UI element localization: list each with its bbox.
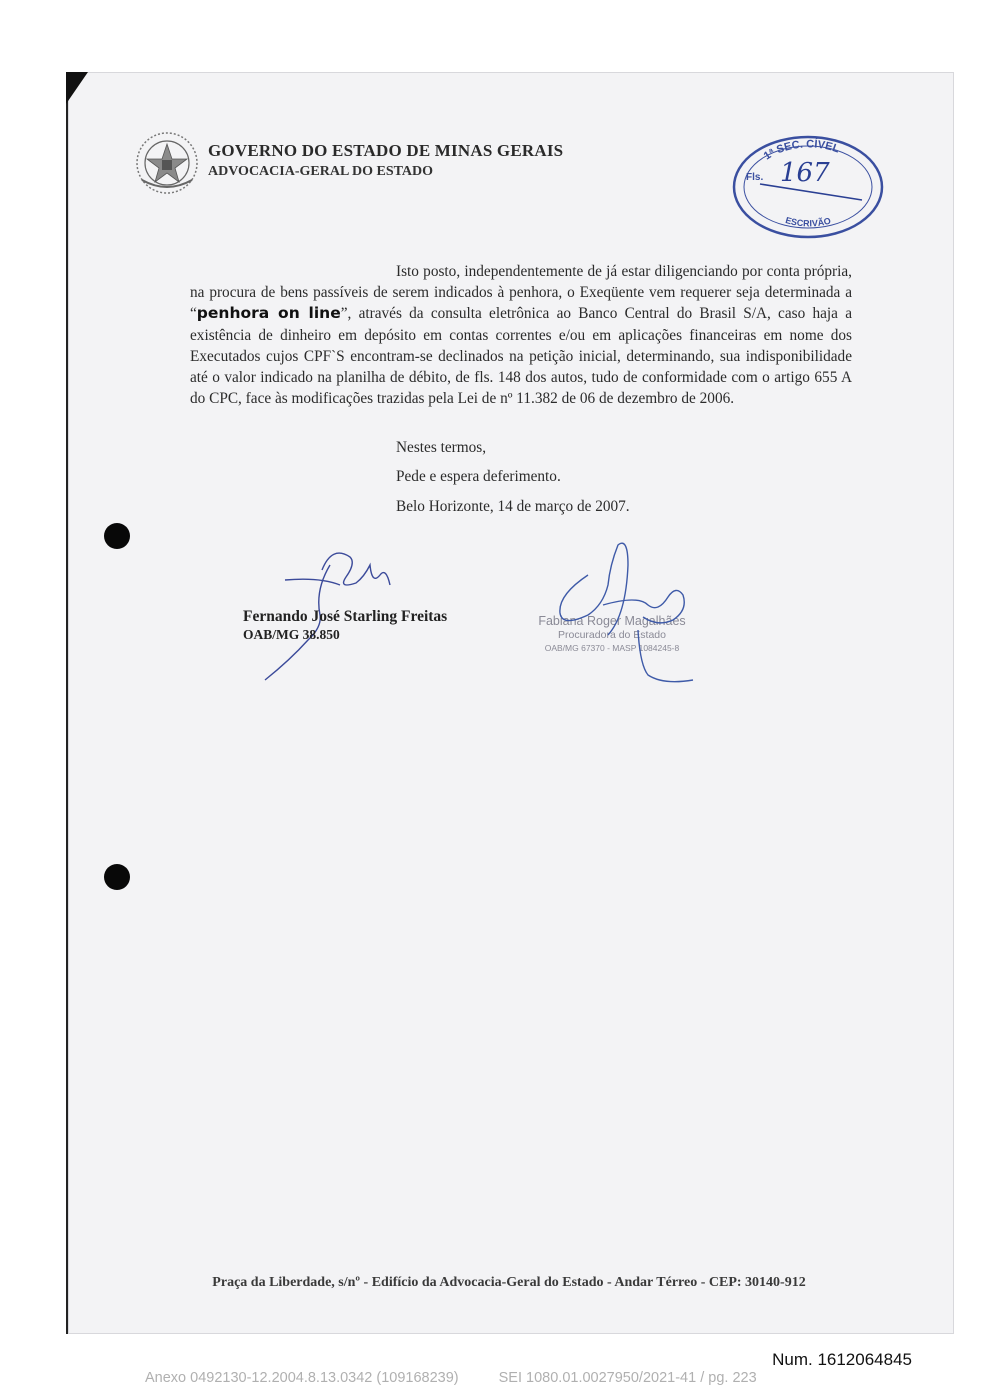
stamp-folio-label: Fls. [746,172,764,183]
svg-text:ESCRIVÃO [784,215,832,228]
annex-reference: Anexo 0492130-12.2004.8.13.0342 (109168239) [145,1370,459,1386]
stamp-top-text: 1ª SEC. CÍVEL [761,138,841,163]
paragraph-part-1: Isto posto, independentemente de já estar diligenciando por conta própria, na procura de bens passíveis de serem indicados à penhora, o Exeqüente vem requerer seja determinada a “ [190,263,852,323]
petition-paragraph [190,261,852,409]
punch-hole-bottom [104,864,130,890]
stamp-folio-number: 167 [780,158,830,188]
letterhead [208,141,563,180]
signatory2-role: Procuradora do Estado [558,629,666,641]
footer-address: Praça da Liberdade, s/nº - Edifício da Advocacia-Geral do Estado - Andar Térreo - CEP: 30140-912 [212,1275,806,1290]
document-number: Num. 1612064845 [772,1350,912,1369]
closing-request: Pede e espera deferimento. [396,468,561,485]
punch-hole-top [104,523,130,549]
signatory1-oab: OAB/MG 38.850 [243,627,340,642]
state-coat-of-arms-icon [134,130,200,196]
signatory1-name: Fernando José Starling Freitas [243,608,448,625]
closing-terms: Nestes termos, [396,439,487,456]
signature-fabiana [548,535,708,690]
government-name: GOVERNO DO ESTADO DE MINAS GERAIS [208,141,564,160]
paragraph-part-2: ”, através da consulta eletrônica ao Banco Central do Brasil S/A, caso haja a existência de dinheiro em depósito em contas correntes e/ou em aplicações financeiras em nome dos Executados cujos CPF`S encontram-se declinados na petição inicial, determinando, sua indisponibilidade até o valor indicado na planilha de débito, de fls. 148 dos autos, tudo de conformidade com o artigo 655 A do CPC, face às modificações trazidas pela Lei de nº 11.382 de 06 de dezembro de 2006. [190,305,852,408]
penhora-emphasis: penhora on line [196,304,341,323]
stamp-bottom-text: ESCRIVÃO [784,215,832,229]
agency-name: ADVOCACIA-GERAL DO ESTADO [208,164,434,179]
scan-corner-mark [66,72,88,104]
signatory2-name: Fabiana Roger Magalhães [538,614,686,628]
closing-place-date: Belo Horizonte, 14 de março de 2007. [396,498,630,515]
signatory2-registration: OAB/MG 67370 - MASP 1084245-8 [544,643,680,653]
sei-reference: SEI 1080.01.0027950/2021-41 / pg. 223 [498,1370,757,1386]
page-footer [145,1370,797,1386]
